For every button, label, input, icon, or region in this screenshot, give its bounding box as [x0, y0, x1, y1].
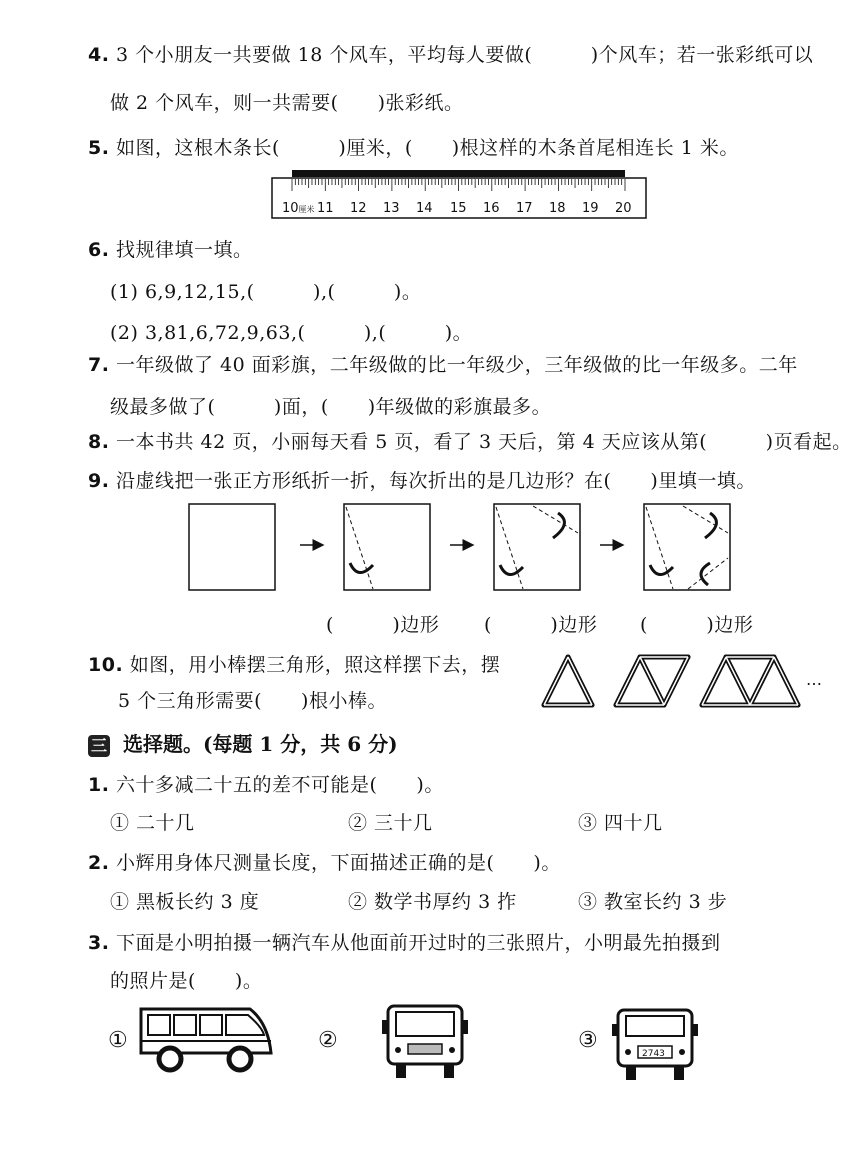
triangle-pattern-3 [702, 657, 798, 705]
ruler-label-15: 15 [450, 201, 467, 216]
fold-arrow-icon [500, 565, 523, 575]
c1-line [88, 770, 444, 797]
c2-line [88, 848, 561, 875]
q7-line2: 级最多做了( )面，( )年级做的彩旗最多。 [110, 396, 552, 418]
c2-number: 2. [88, 852, 110, 874]
section-title: 选择题。(每题 1 分，共 6 分) [122, 732, 398, 756]
q10-number: 10. [88, 654, 124, 676]
q8-text: 一本书共 42 页，小丽每天看 5 页，看了 3 天后，第 4 天应该从第( )页看起。 [116, 431, 852, 453]
q8-number: 8. [88, 431, 110, 453]
ruler-label-10: 10厘米 [282, 201, 315, 216]
bus-front-view [380, 1002, 470, 1082]
c3-label-1: ① [108, 1028, 129, 1053]
wood-stick [292, 170, 625, 177]
ruler-label-11: 11 [317, 201, 334, 216]
q9-answer-3: ( )边形 [640, 614, 754, 636]
c2-option-2: ② 数学书厚约 3 拃 [348, 891, 517, 913]
q4-text-1: 3 个小朋友一共要做 18 个风车，平均每人要做( )个风车；若一张彩纸可以 [116, 44, 814, 66]
ruler-label-20: 20 [615, 201, 632, 216]
fold-arrow-icon [705, 513, 716, 538]
q9-text: 沿虚线把一张正方形纸折一折，每次折出的是几边形？在( )里填一填。 [116, 470, 756, 492]
ellipsis: … [806, 670, 822, 689]
q10-line2: 5 个三角形需要( )根小棒。 [118, 690, 387, 712]
c3-line2: 的照片是( )。 [110, 970, 263, 992]
wheel-icon [626, 1066, 636, 1080]
c1-option-1: ① 二十几 [110, 812, 195, 834]
fold-arrow-icon [350, 563, 373, 573]
triangles-figure [540, 651, 830, 711]
q8-line [88, 427, 852, 454]
fold-arrow-icon [701, 563, 710, 585]
q9-answer-2: ( )边形 [484, 614, 598, 636]
q4-line2: 做 2 个风车，则一共需要( )张彩纸。 [110, 92, 464, 114]
q5-line [88, 133, 739, 160]
c1-text: 六十多减二十五的差不可能是( )。 [116, 774, 444, 796]
fold-figure [188, 503, 748, 603]
c2-option-3: ③ 教室长约 3 步 [578, 891, 728, 913]
c1-option-2: ② 三十几 [348, 812, 433, 834]
q6-line [88, 235, 253, 262]
q4-number: 4. [88, 44, 110, 66]
c3-number: 3. [88, 932, 110, 954]
q4-line1 [88, 40, 813, 67]
q9-answer-1: ( )边形 [326, 614, 440, 636]
q9-line [88, 466, 756, 493]
q7-line1 [88, 350, 798, 377]
c1-option-3: ③ 四十几 [578, 812, 663, 834]
bus-rear-view [610, 1006, 700, 1086]
q6-text: 找规律填一填。 [116, 239, 253, 261]
q6-number: 6. [88, 239, 110, 261]
q7-text-1: 一年级做了 40 面彩旗，二年级做的比一年级少，三年级做的比一年级多。二年 [116, 354, 798, 376]
ruler-label-13: 13 [383, 201, 400, 216]
section-3-header [88, 728, 398, 757]
c1-number: 1. [88, 774, 110, 796]
q5-text: 如图，这根木条长( )厘米，( )根这样的木条首尾相连长 1 米。 [116, 137, 739, 159]
ruler-figure [270, 166, 650, 222]
wheel-icon [229, 1048, 251, 1070]
q6-sub1: (1) 6,9,12,15,( ),( )。 [110, 281, 422, 303]
ruler-label-16: 16 [483, 201, 500, 216]
ruler-label-19: 19 [582, 201, 599, 216]
square-paper [189, 504, 275, 590]
q10-line1 [88, 650, 500, 677]
fold-step-2 [494, 504, 580, 590]
fold-step-3 [644, 504, 730, 590]
plate-number: 2743 [642, 1049, 665, 1059]
section-badge: 三 [88, 735, 110, 757]
c2-option-1: ① 黑板长约 3 度 [110, 891, 260, 913]
wheel-icon [444, 1064, 454, 1078]
q5-number: 5. [88, 137, 110, 159]
fold-arrow-icon [553, 513, 564, 538]
ruler-label-14: 14 [416, 201, 433, 216]
triangle-pattern-1 [544, 657, 592, 705]
c3-line1 [88, 928, 721, 955]
c3-label-2: ② [318, 1028, 339, 1053]
q6-sub2: (2) 3,81,6,72,9,63,( ),( )。 [110, 322, 473, 344]
ruler-label-12: 12 [350, 201, 367, 216]
wheel-icon [674, 1066, 684, 1080]
ruler-label-18: 18 [549, 201, 566, 216]
ruler-label-17: 17 [516, 201, 533, 216]
q7-number: 7. [88, 354, 110, 376]
c3-text-1: 下面是小明拍摄一辆汽车从他面前开过时的三张照片，小明最先拍摄到 [116, 932, 721, 954]
q10-text-1: 如图，用小棒摆三角形，照这样摆下去，摆 [129, 654, 501, 676]
wheel-icon [159, 1048, 181, 1070]
bus-side-view [138, 1003, 274, 1073]
fold-step-1 [344, 504, 430, 590]
fold-arrow-icon [650, 565, 673, 575]
wheel-icon [396, 1064, 406, 1078]
c3-label-3: ③ [578, 1028, 599, 1053]
c2-text: 小辉用身体尺测量长度，下面描述正确的是( )。 [116, 852, 561, 874]
q9-number: 9. [88, 470, 110, 492]
